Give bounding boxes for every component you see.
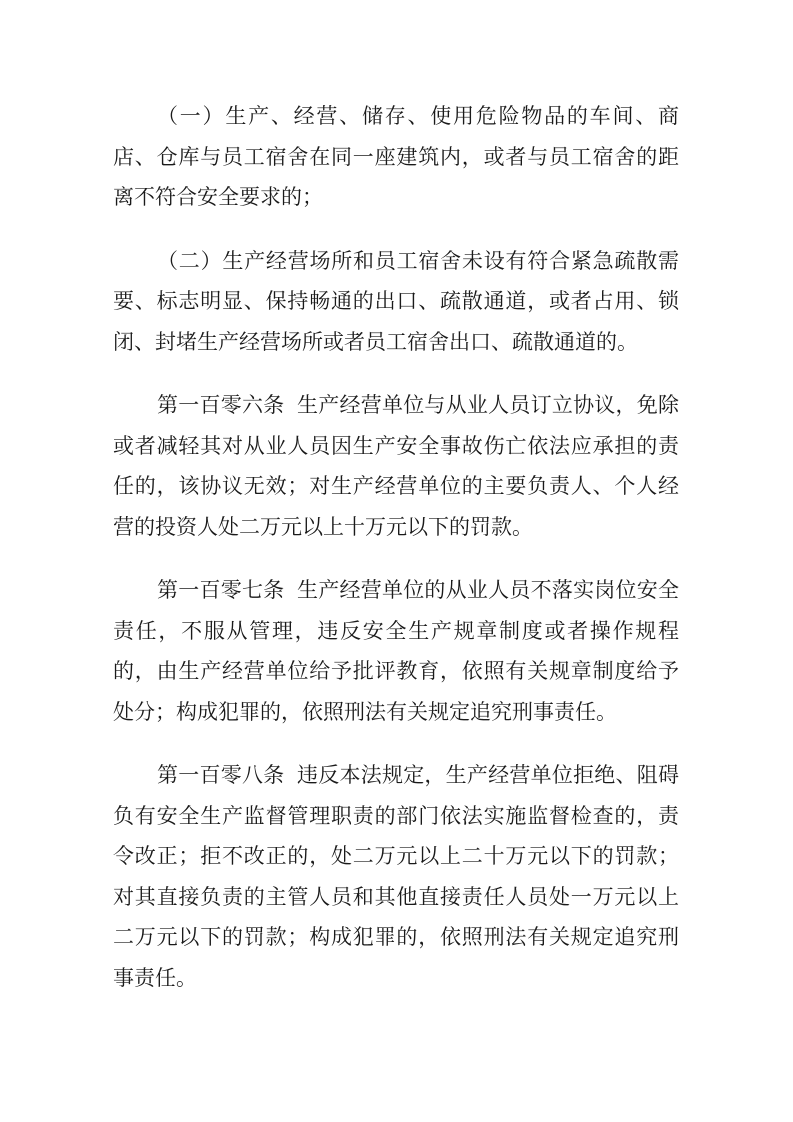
- document-body: [113, 96, 679, 1021]
- article-107-text: 生产经营单位的从业人员不落实岗位安全责任，不服从管理，违反安全生产规章制度或者操作规程的，由生产经营单位给予批评教育，依照有关规章制度给予处分；构成犯罪的，依照刑法有关规定追究刑事责任。: [113, 578, 680, 724]
- paragraph-item-2: （二）生产经营场所和员工宿舍未设有符合紧急疏散需要、标志明显、保持畅通的出口、疏散通道，或者占用、锁闭、封堵生产经营场所或者员工宿舍出口、疏散通道的。: [113, 248, 679, 354]
- article-107: [113, 570, 679, 732]
- article-107-heading: 第一百零七条: [157, 578, 285, 602]
- paragraph-item-1: （一）生产、经营、储存、使用危险物品的车间、商店、仓库与员工宿舍在同一座建筑内，或者与员工宿舍的距离不符合安全要求的；: [113, 104, 679, 209]
- article-106: [113, 385, 679, 547]
- article-106-heading: 第一百零六条: [157, 393, 285, 417]
- article-108-text: 违反本法规定，生产经营单位拒绝、阻碍负有安全生产监督管理职责的部门依法实施监督检查的，责令改正；拒不改正的，处二万元以上二十万元以下的罚款；对其直接负责的主管人员和其他直接责任人员处一万元以上二万元以下的罚款；构成犯罪的，依照刑法有关规定追究刑事责任。: [113, 763, 680, 990]
- article-108: [113, 755, 679, 998]
- article-108-heading: 第一百零八条: [157, 763, 285, 787]
- article-106-text: 生产经营单位与从业人员订立协议，免除或者减轻其对从业人员因生产安全事故伤亡依法应承担的责任的，该协议无效；对生产经营单位的主要负责人、个人经营的投资人处二万元以上十万元以下的罚款。: [113, 393, 680, 539]
